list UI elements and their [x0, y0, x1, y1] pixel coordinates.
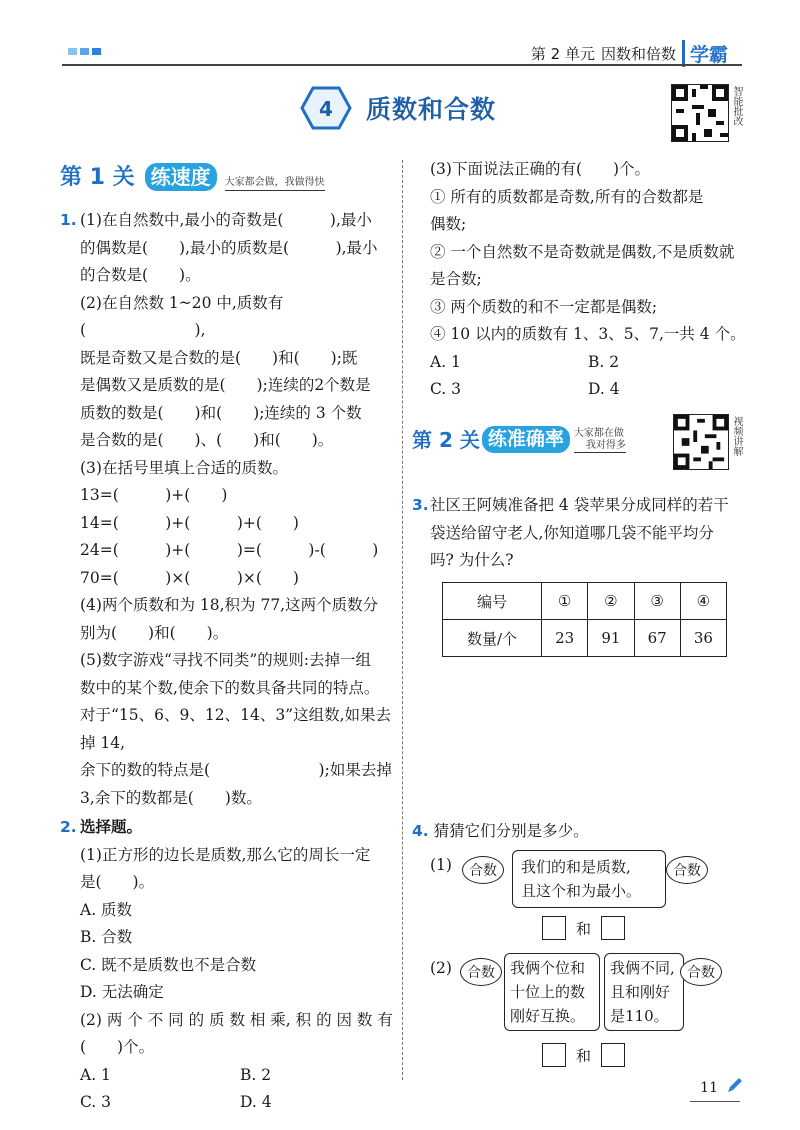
- table-header-row: [443, 583, 727, 620]
- q2-3-line: 偶数;: [430, 215, 467, 233]
- apple-bag-table: [442, 582, 727, 657]
- q2-line: (1)正方形的边长是质数,那么它的周长一定: [80, 845, 371, 864]
- q4-part-1-answer: 和: [542, 916, 625, 940]
- qr-code-grading[interactable]: [671, 84, 729, 142]
- question-3: [412, 492, 744, 575]
- q2-line: 是( )。: [80, 873, 155, 891]
- q4-part-2-oval-right: 合数: [680, 958, 722, 986]
- q2-line: (2) 两 个 不 同 的 质 数 相 乘, 积 的 因 数 有: [80, 1010, 393, 1029]
- q1-line: 3,余下的数都是( )数。: [80, 788, 262, 807]
- section-2-heading: [412, 424, 626, 453]
- q2-option: D. 4: [240, 1093, 272, 1111]
- q3-line: 社区王阿姨准备把 4 袋苹果分成同样的若干: [430, 496, 729, 514]
- lesson-number: 4: [319, 97, 333, 121]
- q2-3-option: B. 2: [588, 352, 620, 371]
- q1-line: 是合数的是( )、( )和( )。: [80, 431, 334, 449]
- header-decoration: [68, 48, 101, 55]
- q1-line: 24=( )+( )=( )-( ): [80, 541, 379, 559]
- q1-line: 14=( )+( )+( ): [80, 513, 299, 532]
- q2-option: D. 无法确定: [80, 983, 164, 1001]
- q2-3-line: ③ 两个质数的和不一定都是偶数;: [430, 297, 658, 316]
- table-cell: ④: [680, 583, 726, 620]
- lesson-title-text: 质数和合数: [366, 95, 497, 124]
- table-cell: 编号: [443, 583, 542, 620]
- q2-3-line: ② 一个自然数不是奇数就是偶数,不是质数就: [430, 242, 735, 261]
- q4-part-1-oval-left: 合数: [462, 856, 504, 884]
- q4-part-1-label: (1): [430, 856, 452, 874]
- answer-box[interactable]: [542, 1043, 566, 1067]
- qr-pattern: [674, 415, 728, 469]
- q1-line: (1)在自然数中,最小的奇数是( ),最小: [80, 211, 372, 229]
- table-row: [443, 620, 727, 657]
- q2-number: 2.: [60, 818, 77, 836]
- q2-option: C. 既不是质数也不是合数: [80, 955, 257, 974]
- q1-line: (3)在括号里填上合适的质数。: [80, 458, 288, 477]
- q2-3-option: D. 4: [588, 380, 620, 398]
- q1-line: 对于“15、6、9、12、14、3”这组数,如果去掉 14,: [80, 706, 392, 752]
- pencil-icon: [726, 1076, 744, 1094]
- table-cell: ③: [634, 583, 680, 620]
- q4-part-1-oval-right: 合数: [666, 856, 708, 884]
- q4-part-2-label: (2): [430, 959, 452, 977]
- q1-line: 既是奇数又是合数的是( )和( );既: [80, 348, 358, 367]
- table-cell: 数量/个: [443, 620, 542, 657]
- question-4: [412, 818, 744, 846]
- q3-line: 袋送给留守老人,你知道哪几袋不能平均分: [430, 523, 714, 542]
- q1-line: 余下的数的特点是( );如果去掉: [80, 761, 392, 779]
- q4-part-1-bubble: 我们的和是质数, 且这个和为最小。: [512, 850, 666, 908]
- q2-3-line: ④ 10 以内的质数有 1、3、5、7,一共 4 个。: [430, 325, 746, 343]
- q4-number: 4.: [412, 822, 429, 840]
- footer-rule: [690, 1101, 740, 1102]
- q4-part-2-oval-left: 合数: [460, 958, 502, 986]
- q1-line: (2)在自然数 1~20 中,质数有( ),: [80, 293, 284, 339]
- q3-line: 吗? 为什么?: [430, 551, 514, 569]
- q1-line: 的合数是( )。: [80, 266, 201, 284]
- q2-option: A. 质数: [80, 900, 133, 919]
- q2-3-option: C. 3: [430, 380, 462, 398]
- question-1: [60, 207, 396, 1117]
- q2-line: ( )个。: [80, 1038, 155, 1056]
- q1-line: 是偶数又是质数的是( );连续的2个数是: [80, 376, 371, 394]
- chapter-label: 因数和倍数: [600, 45, 676, 63]
- hexagon-badge: [300, 86, 352, 130]
- page-number: 11: [700, 1080, 718, 1096]
- q1-number: 1.: [60, 211, 77, 229]
- q1-line: 的偶数是( ),最小的质数是( ),最小: [80, 238, 378, 257]
- header-rule: [62, 64, 742, 66]
- question-2-part-3: [430, 156, 746, 404]
- q2-option: A. 1: [80, 1065, 111, 1084]
- q4-part-2-answer: 和: [542, 1043, 625, 1067]
- section-2-pill: 练准确率: [482, 426, 570, 453]
- answer-box[interactable]: [542, 916, 566, 940]
- q2-option: C. 3: [80, 1093, 112, 1111]
- q2-title: 选择题。: [80, 818, 143, 836]
- qr-caption-video: 视频讲解: [731, 416, 742, 456]
- q1-line: (5)数字游戏“寻找不同类”的规则:去掉一组: [80, 651, 372, 669]
- q2-3-line: 是合数;: [430, 270, 482, 288]
- section-2-label: 第 2 关: [412, 428, 480, 452]
- unit-label: 第 2 单元: [530, 45, 595, 63]
- q2-option: B. 2: [240, 1065, 272, 1084]
- question-2: [60, 814, 396, 1117]
- q1-line: 70=( )×( )×( ): [80, 568, 299, 587]
- section-1-heading: [60, 160, 325, 191]
- q1-line: 13=( )+( ): [80, 486, 228, 504]
- section-2-note: 大家都在做 我对得多: [573, 428, 626, 451]
- q2-3-option: A. 1: [430, 352, 461, 371]
- table-cell: ①: [542, 583, 588, 620]
- q2-3-line: ① 所有的质数都是奇数,所有的合数都是: [430, 187, 704, 206]
- header-info: [531, 40, 728, 67]
- section-1-note: 大家都会做，我做得快: [225, 173, 325, 191]
- qr-code-video[interactable]: [673, 414, 729, 470]
- answer-box[interactable]: [601, 1043, 625, 1067]
- qr-pattern: [672, 85, 728, 141]
- q2-option: B. 合数: [80, 928, 133, 946]
- q2-3-line: (3)下面说法正确的有( )个。: [430, 160, 651, 178]
- table-cell: ②: [588, 583, 634, 620]
- q1-body: [80, 207, 396, 812]
- brand-logo: 学霸: [682, 40, 728, 67]
- section-1-label: 第 1 关: [60, 165, 135, 190]
- q4-part-2-bubble-1: 我俩个位和 十位上的数 刚好互换。: [504, 953, 600, 1031]
- lesson-title: [300, 86, 496, 130]
- section-1-pill: 练速度: [145, 163, 217, 191]
- q4-part-2-bubble-2: 我俩不同, 且和刚好 是110。: [604, 953, 684, 1031]
- q1-line: 质数的数是( )和( );连续的 3 个数: [80, 403, 362, 422]
- table-cell: 91: [588, 620, 634, 657]
- qr-caption-grading: 智能批改: [731, 86, 742, 126]
- table-cell: 67: [634, 620, 680, 657]
- q1-line: 别为( )和( )。: [80, 623, 229, 642]
- table-cell: 36: [680, 620, 726, 657]
- table-cell: 23: [542, 620, 588, 657]
- answer-box[interactable]: [601, 916, 625, 940]
- q1-line: 数中的某个数,使余下的数具备共同的特点。: [80, 678, 380, 697]
- q4-title: 猜猜它们分别是多少。: [433, 822, 589, 840]
- q1-line: (4)两个质数和为 18,积为 77,这两个质数分: [80, 596, 379, 614]
- q3-number: 3.: [412, 496, 429, 514]
- column-divider: [402, 160, 403, 1080]
